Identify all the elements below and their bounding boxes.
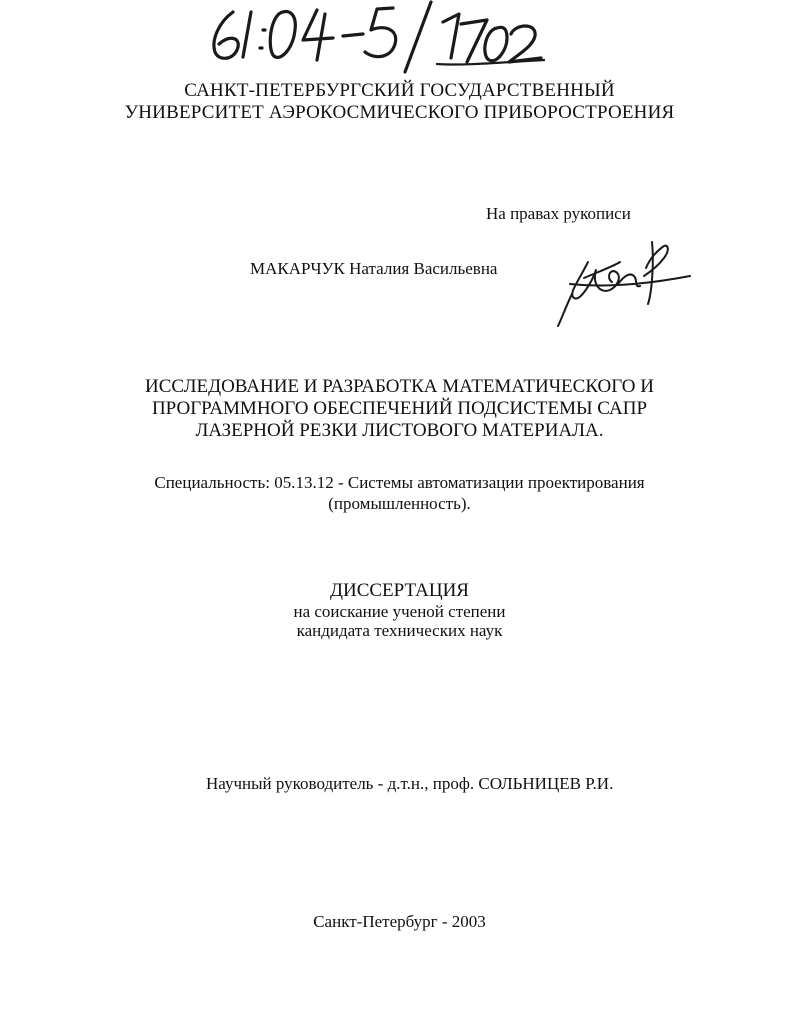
degree-line-2: кандидата технических наук <box>296 621 503 640</box>
degree-line-1: на соискание ученой степени <box>293 602 506 621</box>
university-line-2: УНИВЕРСИТЕТ АЭРОКОСМИЧЕСКОГО ПРИБОРОСТРОЕНИЯ <box>124 102 675 123</box>
handwritten-archive-code <box>205 0 545 75</box>
handwritten-signature <box>548 232 698 332</box>
manuscript-rights: На правах рукописи <box>486 204 631 223</box>
specialty-line-1: Специальность: 05.13.12 - Системы автоматизации проектирования <box>154 473 645 492</box>
title-line-1: ИССЛЕДОВАНИЕ И РАЗРАБОТКА МАТЕМАТИЧЕСКОГО И <box>145 376 654 397</box>
specialty-line-2: (промышленность). <box>328 494 471 513</box>
university-name <box>0 80 799 124</box>
place-and-year: Санкт-Петербург - 2003 <box>313 912 486 931</box>
title-line-3: ЛАЗЕРНОЙ РЕЗКИ ЛИСТОВОГО МАТЕРИАЛА. <box>195 420 604 441</box>
scientific-advisor: Научный руководитель - д.т.н., проф. СОЛЬНИЦЕВ Р.И. <box>206 774 614 793</box>
university-line-1: САНКТ-ПЕТЕРБУРГСКИЙ ГОСУДАРСТВЕННЫЙ <box>184 80 615 101</box>
dissertation-title <box>0 376 799 442</box>
degree-description <box>0 602 799 640</box>
title-line-2: ПРОГРАММНОГО ОБЕСПЕЧЕНИЙ ПОДСИСТЕМЫ САПР <box>151 398 648 419</box>
dissertation-heading: ДИССЕРТАЦИЯ <box>330 580 469 601</box>
author-name: МАКАРЧУК Наталия Васильевна <box>250 259 498 278</box>
specialty <box>0 472 799 514</box>
